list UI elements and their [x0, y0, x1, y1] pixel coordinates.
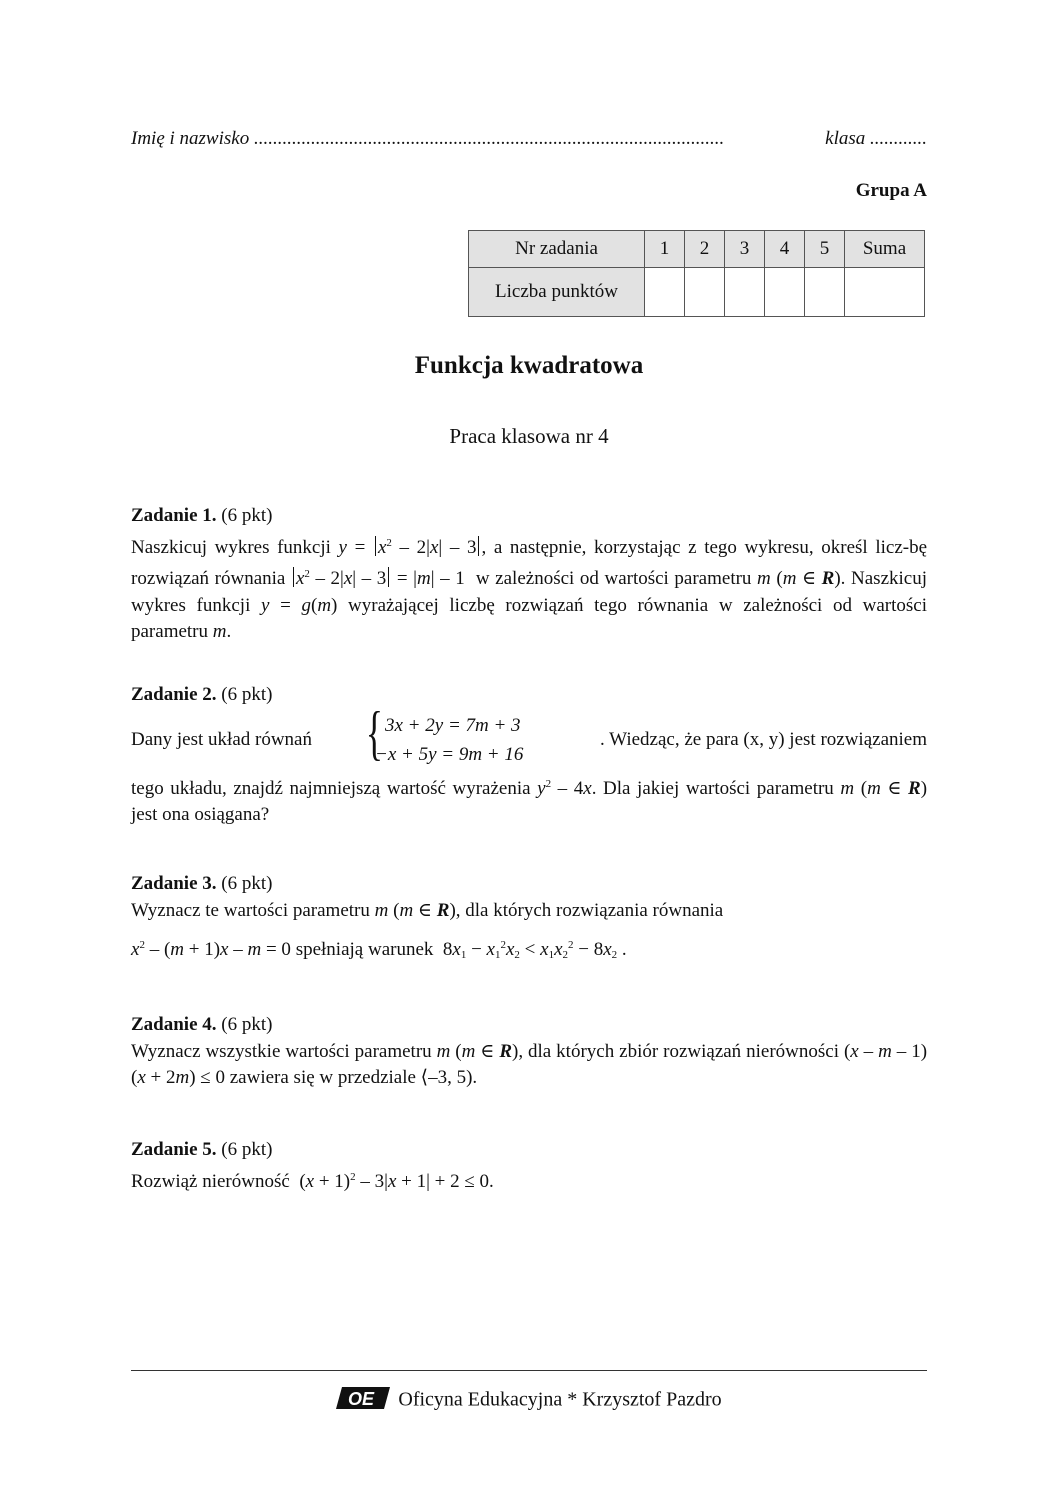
task-text: tego układu, znajdź najmniejszą wartość wyrażenia: [131, 777, 531, 799]
score-cell[interactable]: [685, 268, 725, 317]
score-col-1: 1: [645, 231, 685, 268]
publisher-name: Oficyna Edukacyjna * Krzysztof Pazdro: [398, 1388, 722, 1411]
page-title: Funkcja kwadratowa: [414, 352, 644, 379]
task-text: , dla których rozwiązania równania: [455, 899, 724, 921]
score-table: [468, 230, 925, 317]
task-text: , a następnie, korzystając z tego wykresu, określ licz-bę rozwiązań równania: [131, 536, 928, 589]
equation-system: [375, 711, 523, 769]
task-points: (6 pkt): [221, 505, 273, 526]
task-4: [131, 1012, 927, 1092]
score-table-row1-label: Nr zadania: [469, 231, 645, 268]
task-text: jest ona osiągana?: [131, 804, 270, 825]
task-text: w zależności od wartości parametru: [475, 568, 752, 589]
task-body: Naszkicuj wykres funkcji $y = x^2 - 2|x| - 3$ , a następnie, korzystając z tego wykresu, określ licz-bę rozwiązań równania $x^2 - 2|x| - 3 = |m| - 1$ w zależności od wartości parametru m (m ∈ R). Naszkicuj wykres funkcji y = g(m) wyrażającej liczbę rozwiązań tego równania w zależności od wartości parametru m.: [131, 536, 928, 642]
task-text: . Wiedząc, że para (x, y) jest rozwiązaniem: [600, 728, 927, 750]
task-text: . Dla jakiej wartości parametru: [591, 777, 834, 799]
page-subtitle: Praca klasowa nr 4: [449, 424, 609, 448]
task-heading: Zadanie 1.: [131, 505, 217, 526]
task-body: Wyznacz wszystkie wartości parametru m (m ∈ R), dla których zbiór rozwiązań nierówności (x – m – 1)(x + 2m) ≤ 0 zawiera się w przedziale ⟨–3, 5).: [131, 1040, 928, 1088]
task-text: Rozwiąż nierówność: [131, 1170, 290, 1192]
task-points: (6 pkt): [221, 1014, 273, 1035]
task-1: [131, 503, 927, 646]
footer: [0, 1385, 1058, 1417]
task-points: (6 pkt): [221, 1139, 273, 1160]
task-body: tego układu, znajdź najmniejszą wartość wyrażenia $y^2 - 4x$. Dla jakiej wartości parametru m (m ∈ R) jest ona osiągana?: [131, 777, 928, 825]
score-col-4: 4: [765, 231, 805, 268]
task-text: Naszkicuj wykres funkcji: [131, 536, 331, 558]
class-field-label: klasa ............: [825, 128, 927, 149]
score-cell[interactable]: [645, 268, 685, 317]
footer-divider: [131, 1370, 927, 1371]
task-heading: Zadanie 3.: [131, 873, 217, 894]
task-heading: Zadanie 2.: [131, 684, 217, 705]
task-body: $x^2 - (m + 1)x - m = 0$ spełniają warunek $8x_1 - x_1^2x_2 < x_1x_2^2 - 8x_2$ .: [131, 939, 627, 961]
name-field-label: Imię i nazwisko ...................................................................................................: [131, 128, 725, 149]
group-label: Grupa A: [855, 180, 927, 201]
task-text: Wyznacz wszystkie wartości parametru: [131, 1040, 432, 1062]
task-text: Wyznacz te wartości parametru: [131, 899, 370, 921]
task-3: [131, 871, 927, 969]
task-body: Rozwiąż nierówność $(x + 1)^2 - 3|x + 1| + 2 \le 0$.: [131, 1170, 494, 1192]
task-heading: Zadanie 5.: [131, 1139, 217, 1160]
score-cell-sum[interactable]: [845, 268, 925, 317]
header-line: [131, 128, 927, 154]
task-text: , dla których zbiór rozwiązań nierówności: [518, 1040, 839, 1062]
equation-system-row: [131, 699, 927, 771]
task-points: (6 pkt): [221, 684, 273, 705]
task-heading: Zadanie 4.: [131, 1014, 217, 1035]
score-cell[interactable]: [765, 268, 805, 317]
publisher-logo-icon: [336, 1385, 392, 1417]
task-2: [131, 682, 927, 829]
task-text: zawiera się w przedziale ⟨–3, 5).: [229, 1067, 478, 1088]
score-col-2: 2: [685, 231, 725, 268]
task-points: (6 pkt): [221, 873, 273, 894]
task-text: Dany jest układ równań: [131, 728, 312, 750]
equation-2: −x + 5y = 9m + 16: [375, 743, 524, 765]
score-col-3: 3: [725, 231, 765, 268]
score-col-5: 5: [805, 231, 845, 268]
task-text: wyrażającej liczbę rozwiązań tego równania w zależności od wartości parametru: [131, 594, 928, 642]
score-cell[interactable]: [805, 268, 845, 317]
score-col-sum: Suma: [845, 231, 925, 268]
score-cell[interactable]: [725, 268, 765, 317]
brace-icon: {: [365, 699, 384, 766]
task-body: Wyznacz te wartości parametru m (m ∈ R), dla których rozwiązania równania: [131, 899, 724, 921]
score-table-row2-label: Liczba punktów: [469, 268, 645, 317]
equation-1: 3x + 2y = 7m + 3: [385, 714, 521, 736]
svg-text:OE: OE: [348, 1389, 375, 1409]
task-text: Naszkicuj wykres funkcji: [131, 568, 928, 616]
task-text: spełniają warunek: [295, 939, 434, 960]
task-5: [131, 1137, 927, 1195]
